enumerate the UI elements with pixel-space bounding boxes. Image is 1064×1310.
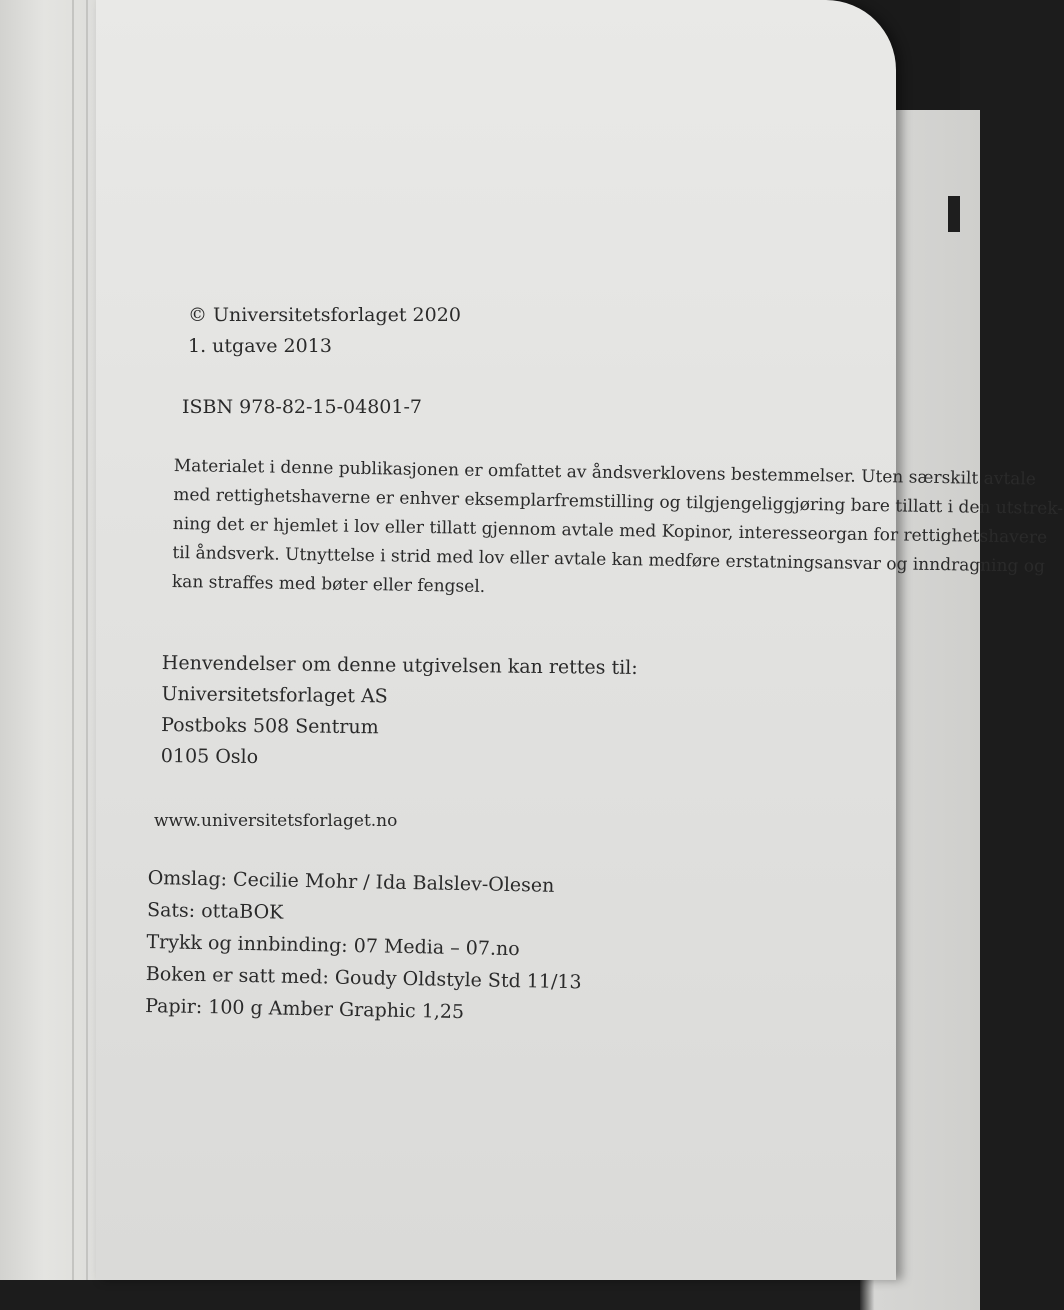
underlying-pages	[0, 0, 110, 1280]
page-edge-line	[72, 0, 74, 1280]
publisher-address: Postboks 508 Sentrum	[161, 713, 379, 739]
legal-line: med rettighetshaverne er enhver eksemplarfremstilling og tilgjengeliggjøring bare tillatt i den utstrek-	[173, 484, 1064, 519]
contact-block	[161, 648, 638, 777]
cover-credit: Omslag: Cecilie Mohr / Ida Balslev-Olesen	[147, 866, 555, 897]
publisher-city: 0105 Oslo	[160, 744, 259, 769]
publisher-name: Universitetsforlaget AS	[161, 682, 388, 708]
page-edge-line	[86, 0, 88, 1280]
copyright-line: © Universitetsforlaget 2020	[188, 304, 461, 326]
right-page-edge-glyph	[948, 196, 960, 232]
paper-credit: Papir: 100 g Amber Graphic 1,25	[145, 994, 465, 1024]
printing-credit: Trykk og innbinding: 07 Media – 07.no	[146, 930, 520, 961]
edition-line: 1. utgave 2013	[188, 335, 332, 357]
website-block	[154, 806, 397, 837]
legal-line: til åndsverk. Utnyttelse i strid med lov eller avtale kan medføre erstatningsansvar og inndragning og	[172, 542, 1046, 577]
copyright-block	[188, 300, 461, 362]
legal-paragraph	[172, 452, 1064, 611]
credits-block	[145, 862, 584, 1030]
legal-line: kan straffes med bøter eller fengsel.	[171, 571, 486, 597]
website-url: www.universitetsforlaget.no	[154, 811, 398, 831]
contact-intro: Henvendelser om denne utgivelsen kan rettes til:	[161, 651, 638, 679]
legal-line: Materialet i denne publikasjonen er omfattet av åndsverklovens bestemmelser. Uten særskilt avtale	[173, 455, 1037, 490]
isbn-line: ISBN 978-82-15-04801-7	[182, 396, 422, 418]
isbn-block	[182, 392, 422, 423]
typesetting-credit: Sats: ottaBOK	[146, 898, 284, 924]
font-credit: Boken er satt med: Goudy Oldstyle Std 11/13	[145, 962, 582, 994]
colophon-page	[96, 0, 1064, 1280]
legal-line: ning det er hjemlet i lov eller tillatt gjennom avtale med Kopinor, interesseorgan for rettighetshavere	[172, 513, 1048, 548]
